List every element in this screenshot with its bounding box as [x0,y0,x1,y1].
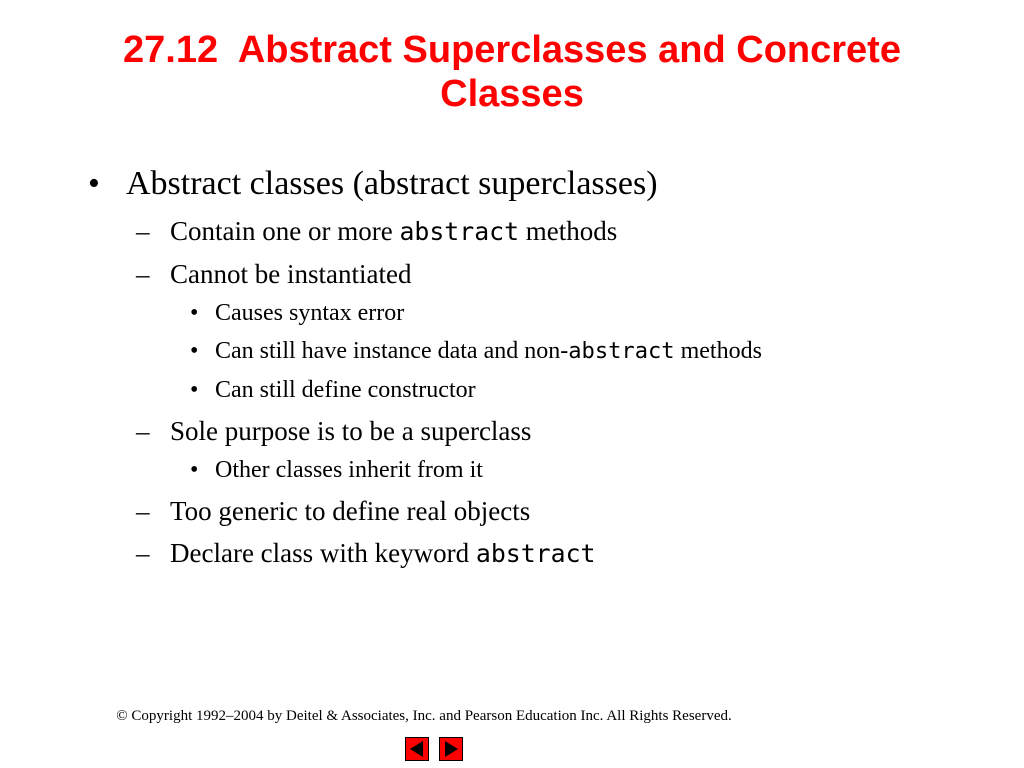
slide-navigation [405,737,463,761]
bullet-level-2 [0,257,1024,291]
bullet-marker: – [136,496,150,526]
bullet-level-2 [0,494,1024,528]
bullet-marker: – [136,416,150,446]
bullet-text: Contain one or more [170,216,400,246]
bullet-text: Can still have instance data and non- [215,338,569,364]
copyright-footer: © Copyright 1992–2004 by Deitel & Associates, Inc. and Pearson Education Inc. All Rights Reserved. [116,708,732,724]
slide-title [60,28,964,116]
bullet-text: Sole purpose is to be a superclass [170,416,532,446]
bullet-text: Declare class with keyword [170,538,476,568]
bullet-text: methods [519,216,618,246]
title-line-1: 27.12 Abstract Superclasses and Concrete [123,29,901,71]
bullet-marker: • [190,300,199,326]
bullet-level-1 [0,162,1024,206]
code-keyword: abstract [399,217,520,246]
code-keyword: abstract [568,339,675,364]
right-arrow-icon [440,738,462,760]
bullet-marker: • [190,377,199,403]
next-slide-button[interactable] [439,737,463,761]
previous-slide-button[interactable] [405,737,429,761]
bullet-marker: – [136,538,150,568]
bullet-list [0,162,1024,575]
bullet-level-3 [0,297,1024,329]
code-keyword: abstract [475,539,596,568]
bullet-level-2 [0,536,1024,571]
bullet-level-3 [0,335,1024,368]
bullet-level-2 [0,214,1024,249]
bullet-text: Cannot be instantiated [170,259,412,289]
left-arrow-icon [406,738,428,760]
bullet-level-2 [0,414,1024,448]
bullet-marker: • [190,457,199,483]
bullet-marker: – [136,259,150,289]
bullet-marker: • [190,338,199,364]
bullet-text: Too generic to define real objects [170,496,531,526]
bullet-text: methods [674,338,762,364]
bullet-marker: • [88,165,100,202]
bullet-level-3 [0,374,1024,406]
title-line-2: Classes [440,73,584,115]
bullet-marker: – [136,216,150,246]
bullet-text: Causes syntax error [215,300,405,326]
bullet-text: Other classes inherit from it [215,457,483,483]
bullet-text: Can still define constructor [215,377,476,403]
bullet-level-3 [0,454,1024,486]
bullet-text: Abstract classes (abstract superclasses) [126,165,658,202]
